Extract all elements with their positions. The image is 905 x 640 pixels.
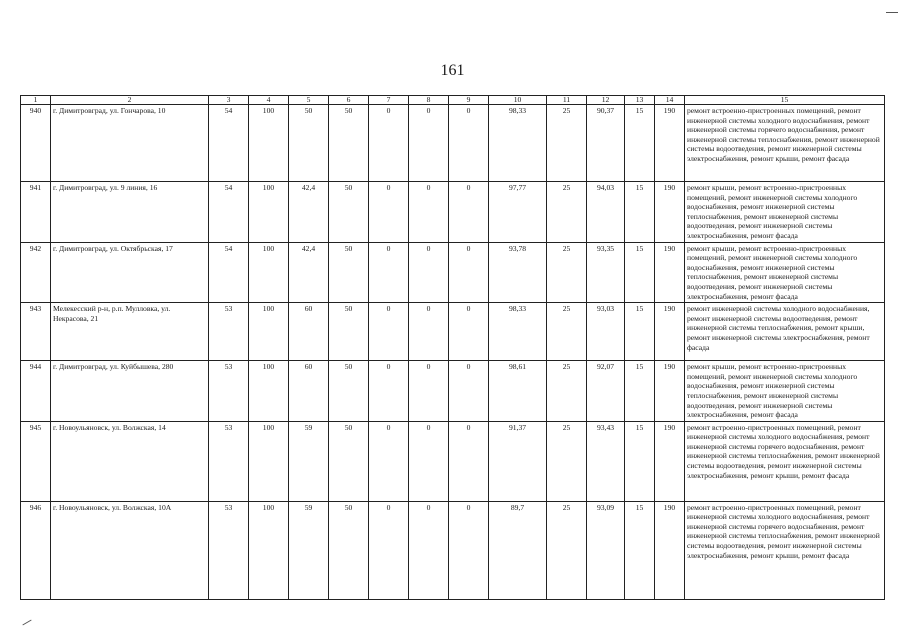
col-14-value: 190 <box>655 242 685 303</box>
row-number: 943 <box>21 303 51 361</box>
col-4-value: 100 <box>249 105 289 182</box>
table-row <box>21 501 885 599</box>
column-header: 2 <box>51 96 209 105</box>
col-7-value: 0 <box>369 361 409 422</box>
column-header: 6 <box>329 96 369 105</box>
col-8-value: 0 <box>409 242 449 303</box>
table-row <box>21 242 885 303</box>
col-9-value: 0 <box>449 182 489 243</box>
column-header: 8 <box>409 96 449 105</box>
table-row <box>21 105 885 182</box>
col-4-value: 100 <box>249 303 289 361</box>
address: г. Новоульяновск, ул. Волжская, 14 <box>51 421 209 501</box>
col-11-value: 25 <box>547 182 587 243</box>
col-13-value: 15 <box>625 182 655 243</box>
col-4-value: 100 <box>249 361 289 422</box>
col-10-value: 98,33 <box>489 105 547 182</box>
col-5-value: 60 <box>289 361 329 422</box>
col-5-value: 50 <box>289 105 329 182</box>
col-10-value: 93,78 <box>489 242 547 303</box>
col-9-value: 0 <box>449 303 489 361</box>
column-header: 7 <box>369 96 409 105</box>
col-4-value: 100 <box>249 501 289 599</box>
col-12-value: 94,03 <box>587 182 625 243</box>
col-5-value: 60 <box>289 303 329 361</box>
row-number: 941 <box>21 182 51 243</box>
col-6-value: 50 <box>329 421 369 501</box>
col-8-value: 0 <box>409 421 449 501</box>
col-10-value: 97,77 <box>489 182 547 243</box>
col-6-value: 50 <box>329 303 369 361</box>
col-6-value: 50 <box>329 182 369 243</box>
col-8-value: 0 <box>409 303 449 361</box>
column-header: 9 <box>449 96 489 105</box>
works-list: ремонт крыши, ремонт встроенно-пристроенных помещений, ремонт инженерной системы холодного водоснабжения, ремонт инженерной системы теплоснабжения, ремонт инженерной системы водоотведения, ремонт инженерной системы электроснабжения, ремонт фасада <box>685 361 885 422</box>
col-13-value: 15 <box>625 242 655 303</box>
col-5-value: 42,4 <box>289 242 329 303</box>
column-header: 5 <box>289 96 329 105</box>
works-list: ремонт крыши, ремонт встроенно-пристроенных помещений, ремонт инженерной системы холодного водоснабжения, ремонт инженерной системы теплоснабжения, ремонт инженерной системы водоотведения, ремонт инженерной системы электроснабжения, ремонт фасада <box>685 182 885 243</box>
column-header: 15 <box>685 96 885 105</box>
col-11-value: 25 <box>547 242 587 303</box>
col-9-value: 0 <box>449 501 489 599</box>
row-number: 942 <box>21 242 51 303</box>
row-number: 940 <box>21 105 51 182</box>
col-11-value: 25 <box>547 303 587 361</box>
col-7-value: 0 <box>369 303 409 361</box>
col-12-value: 93,43 <box>587 421 625 501</box>
page-number: 161 <box>440 62 465 79</box>
col-14-value: 190 <box>655 105 685 182</box>
address: г. Димитровград, ул. Куйбышева, 280 <box>51 361 209 422</box>
table-row <box>21 303 885 361</box>
col-11-value: 25 <box>547 105 587 182</box>
scan-artifact <box>22 620 31 626</box>
col-3-value: 53 <box>209 501 249 599</box>
col-13-value: 15 <box>625 105 655 182</box>
col-7-value: 0 <box>369 421 409 501</box>
works-list: ремонт крыши, ремонт встроенно-пристроенных помещений, ремонт инженерной системы холодного водоснабжения, ремонт инженерной системы теплоснабжения, ремонт инженерной системы водоотведения, ремонт инженерной системы электроснабжения, ремонт фасада <box>685 242 885 303</box>
col-13-value: 15 <box>625 303 655 361</box>
col-3-value: 53 <box>209 421 249 501</box>
col-6-value: 50 <box>329 361 369 422</box>
col-10-value: 91,37 <box>489 421 547 501</box>
col-10-value: 98,61 <box>489 361 547 422</box>
address: Мелекесский р-н, р.п. Мулловка, ул. Некрасова, 21 <box>51 303 209 361</box>
column-header: 12 <box>587 96 625 105</box>
col-6-value: 50 <box>329 242 369 303</box>
table-header-row <box>21 96 885 105</box>
col-7-value: 0 <box>369 501 409 599</box>
col-6-value: 50 <box>329 501 369 599</box>
col-4-value: 100 <box>249 182 289 243</box>
address: г. Димитровград, ул. Октябрьская, 17 <box>51 242 209 303</box>
col-3-value: 54 <box>209 105 249 182</box>
col-12-value: 93,03 <box>587 303 625 361</box>
col-12-value: 93,35 <box>587 242 625 303</box>
col-3-value: 54 <box>209 242 249 303</box>
row-number: 944 <box>21 361 51 422</box>
col-8-value: 0 <box>409 105 449 182</box>
col-12-value: 90,37 <box>587 105 625 182</box>
col-9-value: 0 <box>449 105 489 182</box>
col-12-value: 93,09 <box>587 501 625 599</box>
col-3-value: 54 <box>209 182 249 243</box>
col-14-value: 190 <box>655 182 685 243</box>
column-header: 3 <box>209 96 249 105</box>
works-list: ремонт встроенно-пристроенных помещений, ремонт инженерной системы холодного водоснабжения, ремонт инженерной системы горячего водоснабжения, ремонт инженерной системы теплоснабжения, ремонт инженерной системы водоотведения, ремонт инженерной системы электроснабжения, ремонт крыши, ремонт фасада <box>685 105 885 182</box>
col-4-value: 100 <box>249 421 289 501</box>
works-list: ремонт инженерной системы холодного водоснабжения, ремонт инженерной системы водоотведения, ремонт инженерной системы теплоснабжения, ремонт крыши, ремонт инженерной системы электроснабжения, ремонт фасада <box>685 303 885 361</box>
column-header: 4 <box>249 96 289 105</box>
col-10-value: 98,33 <box>489 303 547 361</box>
table-row <box>21 182 885 243</box>
address: г. Димитровград, ул. Гончарова, 10 <box>51 105 209 182</box>
col-11-value: 25 <box>547 501 587 599</box>
col-14-value: 190 <box>655 361 685 422</box>
col-10-value: 89,7 <box>489 501 547 599</box>
col-14-value: 190 <box>655 501 685 599</box>
col-13-value: 15 <box>625 501 655 599</box>
col-11-value: 25 <box>547 361 587 422</box>
address: г. Новоульяновск, ул. Волжская, 10А <box>51 501 209 599</box>
col-7-value: 0 <box>369 182 409 243</box>
col-3-value: 53 <box>209 361 249 422</box>
row-number: 946 <box>21 501 51 599</box>
col-5-value: 42,4 <box>289 182 329 243</box>
registry-table <box>20 95 885 600</box>
works-list: ремонт встроенно-пристроенных помещений, ремонт инженерной системы холодного водоснабжения, ремонт инженерной системы горячего водоснабжения, ремонт инженерной системы теплоснабжения, ремонт инженерной системы водоотведения, ремонт инженерной системы электроснабжения, ремонт крыши, ремонт фасада <box>685 421 885 501</box>
address: г. Димитровград, ул. 9 линия, 16 <box>51 182 209 243</box>
col-5-value: 59 <box>289 501 329 599</box>
col-8-value: 0 <box>409 182 449 243</box>
col-12-value: 92,07 <box>587 361 625 422</box>
col-8-value: 0 <box>409 361 449 422</box>
table-row <box>21 361 885 422</box>
column-header: 11 <box>547 96 587 105</box>
row-number: 945 <box>21 421 51 501</box>
table-row <box>21 421 885 501</box>
col-14-value: 190 <box>655 303 685 361</box>
scan-artifact <box>886 12 898 13</box>
col-3-value: 53 <box>209 303 249 361</box>
works-list: ремонт встроенно-пристроенных помещений, ремонт инженерной системы холодного водоснабжения, ремонт инженерной системы горячего водоснабжения, ремонт инженерной системы теплоснабжения, ремонт инженерной системы водоотведения, ремонт инженерной системы электроснабжения, ремонт крыши, ремонт фасада <box>685 501 885 599</box>
column-header: 13 <box>625 96 655 105</box>
column-header: 10 <box>489 96 547 105</box>
table-body <box>21 105 885 600</box>
col-9-value: 0 <box>449 421 489 501</box>
column-header: 1 <box>21 96 51 105</box>
col-7-value: 0 <box>369 105 409 182</box>
col-9-value: 0 <box>449 361 489 422</box>
col-7-value: 0 <box>369 242 409 303</box>
col-9-value: 0 <box>449 242 489 303</box>
col-4-value: 100 <box>249 242 289 303</box>
col-13-value: 15 <box>625 361 655 422</box>
column-header: 14 <box>655 96 685 105</box>
col-11-value: 25 <box>547 421 587 501</box>
col-6-value: 50 <box>329 105 369 182</box>
col-14-value: 190 <box>655 421 685 501</box>
col-13-value: 15 <box>625 421 655 501</box>
col-8-value: 0 <box>409 501 449 599</box>
col-5-value: 59 <box>289 421 329 501</box>
